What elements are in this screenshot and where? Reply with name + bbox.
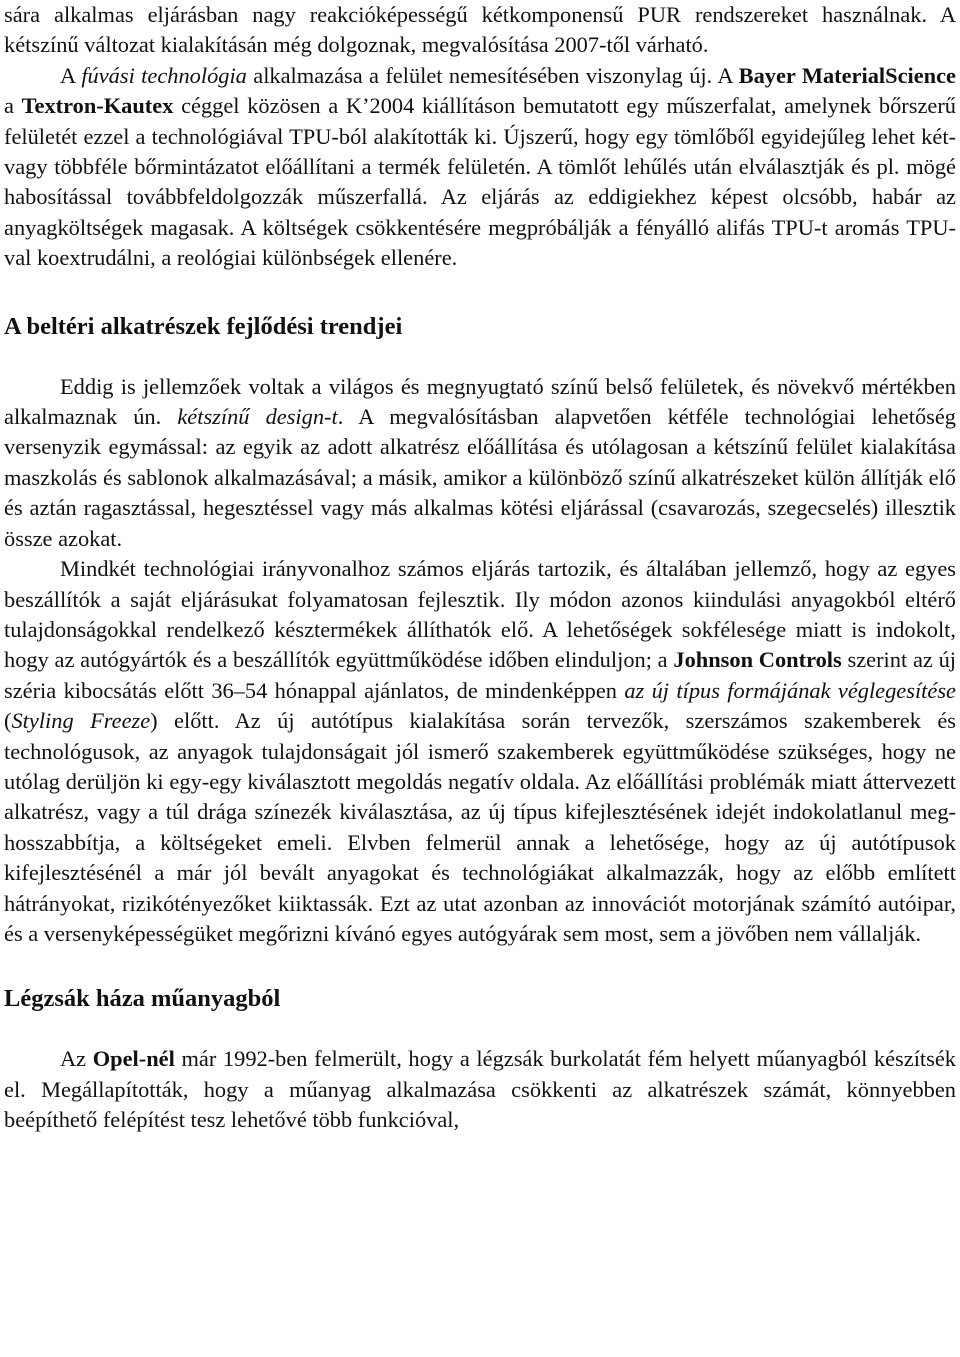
document-page [4,0,956,1136]
intro-text: sára alkalmas eljárásban nagy reakcióképességű kétkomponensű PUR rendszereket használnak. A kétszínű változat kialakításán még dolgoznak, megvalósítása 2007-től várható. [4,2,956,58]
styling-freeze-term: Styling Freeze [11,708,151,734]
company-johnson-controls: Johnson Controls [673,647,842,673]
intro-paragraph-continued [4,0,956,61]
company-bayer: Bayer MaterialScience [738,62,956,88]
two-color-design-term: kétszínű design-t [177,404,338,430]
styling-freeze-hungarian-term: az új típus formájának véglegesítése [624,677,956,703]
section-heading-airbag-housing: Légzsák háza műanyagból [4,985,281,1013]
two-color-design-paragraph: Eddig is jellemzőek voltak a világos és megnyugtató színű belső felületek, és növekvő mértékben alkalmaznak ún. kétszínű design-t. A megvalósításban alapvetően kétféle technológiai lehetőség versenyzik egymással: az egyik az adott alkatrész előállítása és utólagosan a kétszínű felület kialakítása maszkolás és sablonok alkalmazásával; a másik, amikor a különböző színű alkatrészeket külön állítják elő és aztán ragasztással, hegesztéssel vagy más alkalmas kötési eljárással (csavarozás, szegecselés) illesztik össze azokat. [4,373,957,551]
section-heading-interior-trends: A beltéri alkatrészek fejlődési trendjei [4,312,403,340]
company-opel: Opel-nél [92,1046,175,1072]
company-textron-kautex: Textron-Kautex [21,93,174,119]
blow-molding-paragraph: A fúvási technológia alkalmazása a felület nemesítésében viszonylag új. A Bayer MaterialScience a Textron-Kautex céggel közösen a K’2004 kiállításon bemutatott egy műszerfalat, amelynek bőrszerű felületét ezzel a technológiával TPU-ból alakították ki. Újszerű, hogy egy tömlőből egyidejűleg lehet két- vagy többféle bőrmintázatot előállítani a termék felületén. A tömlőt lehűlés után elválasztják és pl. mögé habosítással továbbfeldolgozzák műszerfallá. Az eljárás az eddigiekhez képest olcsóbb, habár az anyagköltségek magasak. A költségek csökkentésére megpróbálják a fényálló alifás TPU-t aromás TPU-val koextrudálni, a reológiai különbségek ellenére. [4,62,956,271]
opel-airbag-paragraph: Az Opel-nél már 1992-ben felmerült, hogy a légzsák burkolatát fém helyett műanyagból készítsék el. Megállapították, hogy a műanyag alkalmazása csökkenti az alkatrészek számát, könnyebben beépíthető felépítést tesz lehetővé több funkcióval, [4,1046,956,1133]
technology-directions-paragraph: Mindkét technológiai irányvonalhoz számos eljárás tartozik, és általában jellemző, hogy az egyes beszállítók a saját eljárásukat folyamatosan fejlesztik. Ily módon azonos kiindulási anyagokból eltérő tulajdonságokkal rendelkező késztermékek állíthatók elő. A lehetőségek sokfélesége miatt is indokolt, hogy az autógyártók és a beszállítók együttműködése időben elinduljon; a Johnson Controls szerint az új széria kibocsátás előtt 36–54 hónappal ajánlatos, de mindenképpen az új típus formájának véglegesítése (Styling Freeze) előtt. Az új autótípus kialakítása során tervezők, szerszámos szakemberek és technológusok, az anyagok tulajdonságait jól ismerő szakemberek együttműködése szükséges, hogy ne utólag derüljön ki egy-egy kiválasztott megoldás negatív oldala. Az előállítási problémák miatt áttervezett alkatrész, vagy a túl drága színezék kiválasztása, az új típus kifejlesztésének idejét indokolatlanul meghosszabbítja, a költségeket emeli. Elvben felmerül annak a lehetősége, hogy az új autótípusok kifejlesztésénél a már jól bevált anyagokat és technológiákat alkalmazzák, hogy az előbb említett hátrányokat, rizikótényezőket kiiktassák. Ezt az utat azonban az innovációt motorjának számító autóipar, és a versenyképességüket megőrizni kívánó egyes autógyárak sem most, sem a jövőben nem vállalják. [4,556,956,946]
blow-molding-term: fúvási technológia [81,62,247,88]
